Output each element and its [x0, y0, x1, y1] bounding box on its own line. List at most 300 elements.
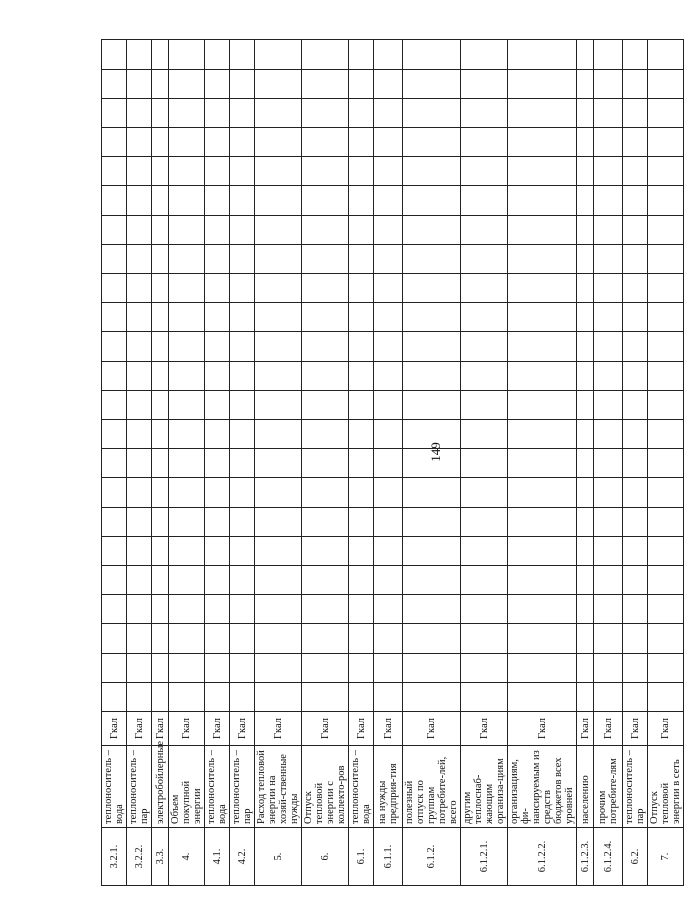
empty-value-cell — [374, 390, 403, 419]
empty-value-cell — [255, 595, 302, 624]
empty-value-cell — [594, 273, 623, 302]
empty-value-cell — [302, 478, 349, 507]
empty-value-cell — [102, 624, 127, 653]
empty-value-cell — [152, 127, 169, 156]
row-number-cell: 6.1.2.1. — [461, 828, 508, 886]
empty-value-cell — [648, 127, 684, 156]
table-row — [648, 40, 684, 886]
row-name-cell: прочим потребите-лям — [594, 746, 623, 828]
empty-value-cell — [152, 565, 169, 594]
empty-value-cell — [205, 390, 230, 419]
empty-value-cell — [205, 98, 230, 127]
empty-value-cell — [230, 303, 255, 332]
empty-value-cell — [230, 478, 255, 507]
empty-value-cell — [508, 127, 577, 156]
empty-value-cell — [508, 332, 577, 361]
empty-value-cell — [461, 565, 508, 594]
row-number-cell: 4.1. — [205, 828, 230, 886]
table-sheet — [101, 40, 682, 886]
empty-value-cell — [255, 624, 302, 653]
empty-value-cell — [403, 40, 461, 69]
empty-value-cell — [152, 653, 169, 682]
empty-value-cell — [623, 536, 648, 565]
empty-value-cell — [169, 478, 205, 507]
empty-value-cell — [374, 478, 403, 507]
empty-value-cell — [255, 215, 302, 244]
empty-value-cell — [374, 98, 403, 127]
empty-value-cell — [374, 682, 403, 711]
empty-value-cell — [230, 361, 255, 390]
row-name-cell: Объем покупной энергии — [169, 746, 205, 828]
empty-value-cell — [374, 419, 403, 448]
empty-value-cell — [577, 449, 594, 478]
empty-value-cell — [648, 303, 684, 332]
empty-value-cell — [461, 40, 508, 69]
empty-value-cell — [127, 595, 152, 624]
empty-value-cell — [102, 127, 127, 156]
empty-value-cell — [461, 449, 508, 478]
empty-value-cell — [403, 565, 461, 594]
empty-value-cell — [349, 478, 374, 507]
empty-value-cell — [374, 244, 403, 273]
empty-value-cell — [594, 682, 623, 711]
empty-value-cell — [152, 98, 169, 127]
empty-value-cell — [461, 536, 508, 565]
empty-value-cell — [623, 682, 648, 711]
empty-value-cell — [169, 595, 205, 624]
empty-value-cell — [648, 595, 684, 624]
empty-value-cell — [461, 624, 508, 653]
empty-value-cell — [169, 507, 205, 536]
row-name-cell: теплоноситель – пар — [127, 746, 152, 828]
empty-value-cell — [577, 507, 594, 536]
empty-value-cell — [230, 653, 255, 682]
empty-value-cell — [403, 595, 461, 624]
empty-value-cell — [255, 273, 302, 302]
empty-value-cell — [302, 127, 349, 156]
table-row — [302, 40, 349, 886]
empty-value-cell — [648, 478, 684, 507]
empty-value-cell — [349, 273, 374, 302]
empty-value-cell — [302, 361, 349, 390]
empty-value-cell — [152, 449, 169, 478]
empty-value-cell — [461, 390, 508, 419]
empty-value-cell — [577, 332, 594, 361]
empty-value-cell — [302, 215, 349, 244]
empty-value-cell — [152, 69, 169, 98]
empty-value-cell — [461, 478, 508, 507]
row-name-cell: населению — [577, 746, 594, 828]
empty-value-cell — [302, 332, 349, 361]
row-unit-cell: Гкал — [230, 712, 255, 746]
empty-value-cell — [403, 244, 461, 273]
empty-value-cell — [302, 273, 349, 302]
empty-value-cell — [169, 69, 205, 98]
empty-value-cell — [403, 127, 461, 156]
empty-value-cell — [623, 449, 648, 478]
empty-value-cell — [349, 536, 374, 565]
empty-value-cell — [508, 682, 577, 711]
empty-value-cell — [508, 449, 577, 478]
empty-value-cell — [403, 390, 461, 419]
empty-value-cell — [508, 565, 577, 594]
empty-value-cell — [205, 419, 230, 448]
empty-value-cell — [349, 682, 374, 711]
empty-value-cell — [102, 449, 127, 478]
empty-value-cell — [102, 157, 127, 186]
row-unit-cell: Гкал — [127, 712, 152, 746]
empty-value-cell — [205, 653, 230, 682]
row-number-cell: 5. — [255, 828, 302, 886]
empty-value-cell — [349, 507, 374, 536]
empty-value-cell — [349, 390, 374, 419]
empty-value-cell — [349, 653, 374, 682]
empty-value-cell — [508, 273, 577, 302]
table-row — [403, 40, 461, 886]
empty-value-cell — [205, 682, 230, 711]
table-row — [508, 40, 577, 886]
empty-value-cell — [205, 40, 230, 69]
empty-value-cell — [205, 536, 230, 565]
empty-value-cell — [127, 624, 152, 653]
empty-value-cell — [623, 390, 648, 419]
empty-value-cell — [302, 565, 349, 594]
empty-value-cell — [169, 682, 205, 711]
empty-value-cell — [623, 69, 648, 98]
empty-value-cell — [374, 624, 403, 653]
empty-value-cell — [302, 595, 349, 624]
empty-value-cell — [461, 157, 508, 186]
empty-value-cell — [102, 40, 127, 69]
empty-value-cell — [205, 449, 230, 478]
row-unit-cell: Гкал — [577, 712, 594, 746]
row-name-cell: теплоноситель – пар — [230, 746, 255, 828]
empty-value-cell — [508, 361, 577, 390]
table-row — [461, 40, 508, 886]
table-row — [152, 40, 169, 886]
empty-value-cell — [403, 273, 461, 302]
empty-value-cell — [230, 40, 255, 69]
row-number-cell: 4.2. — [230, 828, 255, 886]
row-number-cell: 6.1.2.2. — [508, 828, 577, 886]
empty-value-cell — [594, 565, 623, 594]
empty-value-cell — [648, 69, 684, 98]
row-unit-cell: Гкал — [255, 712, 302, 746]
empty-value-cell — [403, 478, 461, 507]
empty-value-cell — [230, 449, 255, 478]
empty-value-cell — [230, 419, 255, 448]
empty-value-cell — [349, 595, 374, 624]
empty-value-cell — [169, 157, 205, 186]
table-row — [169, 40, 205, 886]
row-name-cell: теплоноситель – вода — [102, 746, 127, 828]
empty-value-cell — [461, 682, 508, 711]
empty-value-cell — [102, 419, 127, 448]
empty-value-cell — [374, 157, 403, 186]
empty-value-cell — [594, 507, 623, 536]
empty-value-cell — [461, 303, 508, 332]
empty-value-cell — [302, 40, 349, 69]
empty-value-cell — [374, 40, 403, 69]
empty-value-cell — [127, 390, 152, 419]
empty-value-cell — [102, 244, 127, 273]
empty-value-cell — [648, 507, 684, 536]
empty-value-cell — [102, 69, 127, 98]
empty-value-cell — [594, 653, 623, 682]
row-name-cell: полезный отпуск по группам потребите-лей, всего — [403, 746, 461, 828]
empty-value-cell — [255, 244, 302, 273]
table-row — [374, 40, 403, 886]
empty-value-cell — [577, 624, 594, 653]
empty-value-cell — [152, 40, 169, 69]
empty-value-cell — [255, 98, 302, 127]
empty-value-cell — [461, 244, 508, 273]
empty-value-cell — [302, 69, 349, 98]
empty-value-cell — [230, 536, 255, 565]
empty-value-cell — [169, 244, 205, 273]
empty-value-cell — [508, 624, 577, 653]
empty-value-cell — [577, 390, 594, 419]
empty-value-cell — [102, 98, 127, 127]
table-row — [594, 40, 623, 886]
page-number: 149 — [428, 442, 443, 462]
empty-value-cell — [508, 653, 577, 682]
row-name-cell: Расход тепловой энергии на хозяй-ственные нужды — [255, 746, 302, 828]
empty-value-cell — [349, 215, 374, 244]
empty-value-cell — [577, 215, 594, 244]
empty-value-cell — [374, 303, 403, 332]
empty-value-cell — [302, 390, 349, 419]
row-unit-cell: Гкал — [152, 712, 169, 746]
empty-value-cell — [169, 449, 205, 478]
empty-value-cell — [403, 419, 461, 448]
empty-value-cell — [255, 478, 302, 507]
empty-value-cell — [302, 449, 349, 478]
empty-value-cell — [169, 419, 205, 448]
empty-value-cell — [648, 98, 684, 127]
table-row — [205, 40, 230, 886]
empty-value-cell — [461, 69, 508, 98]
empty-value-cell — [577, 361, 594, 390]
empty-value-cell — [127, 419, 152, 448]
empty-value-cell — [205, 624, 230, 653]
empty-value-cell — [230, 215, 255, 244]
empty-value-cell — [230, 98, 255, 127]
empty-value-cell — [403, 69, 461, 98]
empty-value-cell — [205, 127, 230, 156]
row-number-cell: 4. — [169, 828, 205, 886]
empty-value-cell — [403, 536, 461, 565]
empty-value-cell — [169, 361, 205, 390]
empty-value-cell — [623, 595, 648, 624]
empty-value-cell — [302, 303, 349, 332]
empty-value-cell — [508, 478, 577, 507]
empty-value-cell — [508, 419, 577, 448]
empty-value-cell — [349, 127, 374, 156]
empty-value-cell — [623, 273, 648, 302]
empty-value-cell — [403, 682, 461, 711]
empty-value-cell — [255, 157, 302, 186]
empty-value-cell — [255, 419, 302, 448]
empty-value-cell — [255, 653, 302, 682]
empty-value-cell — [403, 303, 461, 332]
empty-value-cell — [508, 186, 577, 215]
empty-value-cell — [623, 303, 648, 332]
empty-value-cell — [349, 332, 374, 361]
empty-value-cell — [349, 98, 374, 127]
row-number-cell: 3.2.2. — [127, 828, 152, 886]
empty-value-cell — [255, 127, 302, 156]
empty-value-cell — [127, 215, 152, 244]
empty-value-cell — [349, 449, 374, 478]
empty-value-cell — [374, 565, 403, 594]
empty-value-cell — [169, 536, 205, 565]
empty-value-cell — [403, 215, 461, 244]
empty-value-cell — [648, 40, 684, 69]
empty-value-cell — [302, 419, 349, 448]
row-name-cell: организациям, фи-нансируемым из средств бюджетов всех уровней — [508, 746, 577, 828]
empty-value-cell — [403, 507, 461, 536]
empty-value-cell — [577, 595, 594, 624]
empty-value-cell — [461, 507, 508, 536]
empty-value-cell — [461, 215, 508, 244]
empty-value-cell — [169, 98, 205, 127]
empty-value-cell — [349, 303, 374, 332]
empty-value-cell — [594, 390, 623, 419]
empty-value-cell — [205, 157, 230, 186]
rotated-table-container — [101, 40, 682, 886]
empty-value-cell — [349, 361, 374, 390]
empty-value-cell — [169, 332, 205, 361]
empty-value-cell — [205, 303, 230, 332]
row-name-cell: теплоноситель – вода — [205, 746, 230, 828]
row-unit-cell: Гкал — [648, 712, 684, 746]
empty-value-cell — [127, 69, 152, 98]
empty-value-cell — [102, 361, 127, 390]
empty-value-cell — [205, 507, 230, 536]
empty-value-cell — [205, 273, 230, 302]
row-number-cell: 6. — [302, 828, 349, 886]
empty-value-cell — [594, 186, 623, 215]
empty-value-cell — [374, 332, 403, 361]
empty-value-cell — [623, 624, 648, 653]
empty-value-cell — [169, 273, 205, 302]
empty-value-cell — [230, 157, 255, 186]
table-row — [623, 40, 648, 886]
empty-value-cell — [623, 40, 648, 69]
empty-value-cell — [623, 98, 648, 127]
empty-value-cell — [152, 332, 169, 361]
empty-value-cell — [623, 244, 648, 273]
empty-value-cell — [594, 215, 623, 244]
empty-value-cell — [169, 40, 205, 69]
empty-value-cell — [205, 69, 230, 98]
empty-value-cell — [230, 595, 255, 624]
empty-value-cell — [648, 536, 684, 565]
empty-value-cell — [230, 332, 255, 361]
table-row — [102, 40, 127, 886]
empty-value-cell — [102, 478, 127, 507]
empty-value-cell — [255, 449, 302, 478]
empty-value-cell — [648, 653, 684, 682]
row-name-cell: электробойлерные — [152, 746, 169, 828]
empty-value-cell — [302, 653, 349, 682]
empty-value-cell — [403, 624, 461, 653]
empty-value-cell — [255, 390, 302, 419]
row-unit-cell: Гкал — [102, 712, 127, 746]
empty-value-cell — [152, 419, 169, 448]
empty-value-cell — [508, 69, 577, 98]
empty-value-cell — [577, 273, 594, 302]
row-name-cell: теплоноситель – пар — [623, 746, 648, 828]
empty-value-cell — [374, 127, 403, 156]
empty-value-cell — [302, 186, 349, 215]
empty-value-cell — [102, 215, 127, 244]
empty-value-cell — [169, 565, 205, 594]
empty-value-cell — [152, 186, 169, 215]
empty-value-cell — [594, 303, 623, 332]
row-unit-cell: Гкал — [169, 712, 205, 746]
empty-value-cell — [508, 536, 577, 565]
empty-value-cell — [508, 98, 577, 127]
empty-value-cell — [205, 595, 230, 624]
empty-value-cell — [255, 536, 302, 565]
empty-value-cell — [594, 449, 623, 478]
empty-value-cell — [127, 273, 152, 302]
empty-value-cell — [623, 419, 648, 448]
empty-value-cell — [623, 186, 648, 215]
empty-value-cell — [594, 595, 623, 624]
empty-value-cell — [577, 478, 594, 507]
table-row — [255, 40, 302, 886]
empty-value-cell — [255, 40, 302, 69]
empty-value-cell — [127, 303, 152, 332]
empty-value-cell — [374, 653, 403, 682]
empty-value-cell — [230, 273, 255, 302]
empty-value-cell — [230, 244, 255, 273]
empty-value-cell — [152, 215, 169, 244]
empty-value-cell — [577, 98, 594, 127]
empty-value-cell — [205, 361, 230, 390]
empty-value-cell — [230, 682, 255, 711]
empty-value-cell — [255, 303, 302, 332]
empty-value-cell — [152, 536, 169, 565]
empty-value-cell — [230, 69, 255, 98]
empty-value-cell — [623, 478, 648, 507]
empty-value-cell — [102, 507, 127, 536]
row-number-cell: 6.2. — [623, 828, 648, 886]
empty-value-cell — [152, 273, 169, 302]
empty-value-cell — [302, 157, 349, 186]
row-number-cell: 6.1. — [349, 828, 374, 886]
empty-value-cell — [127, 186, 152, 215]
empty-value-cell — [102, 303, 127, 332]
empty-value-cell — [255, 186, 302, 215]
empty-value-cell — [255, 507, 302, 536]
empty-value-cell — [205, 478, 230, 507]
empty-value-cell — [302, 507, 349, 536]
empty-value-cell — [623, 507, 648, 536]
empty-value-cell — [577, 40, 594, 69]
empty-value-cell — [127, 244, 152, 273]
empty-value-cell — [594, 536, 623, 565]
empty-value-cell — [594, 98, 623, 127]
empty-value-cell — [508, 507, 577, 536]
empty-value-cell — [152, 390, 169, 419]
empty-value-cell — [508, 390, 577, 419]
empty-value-cell — [102, 536, 127, 565]
row-name-cell: другим теплоснаб-жающим организа-циям — [461, 746, 508, 828]
